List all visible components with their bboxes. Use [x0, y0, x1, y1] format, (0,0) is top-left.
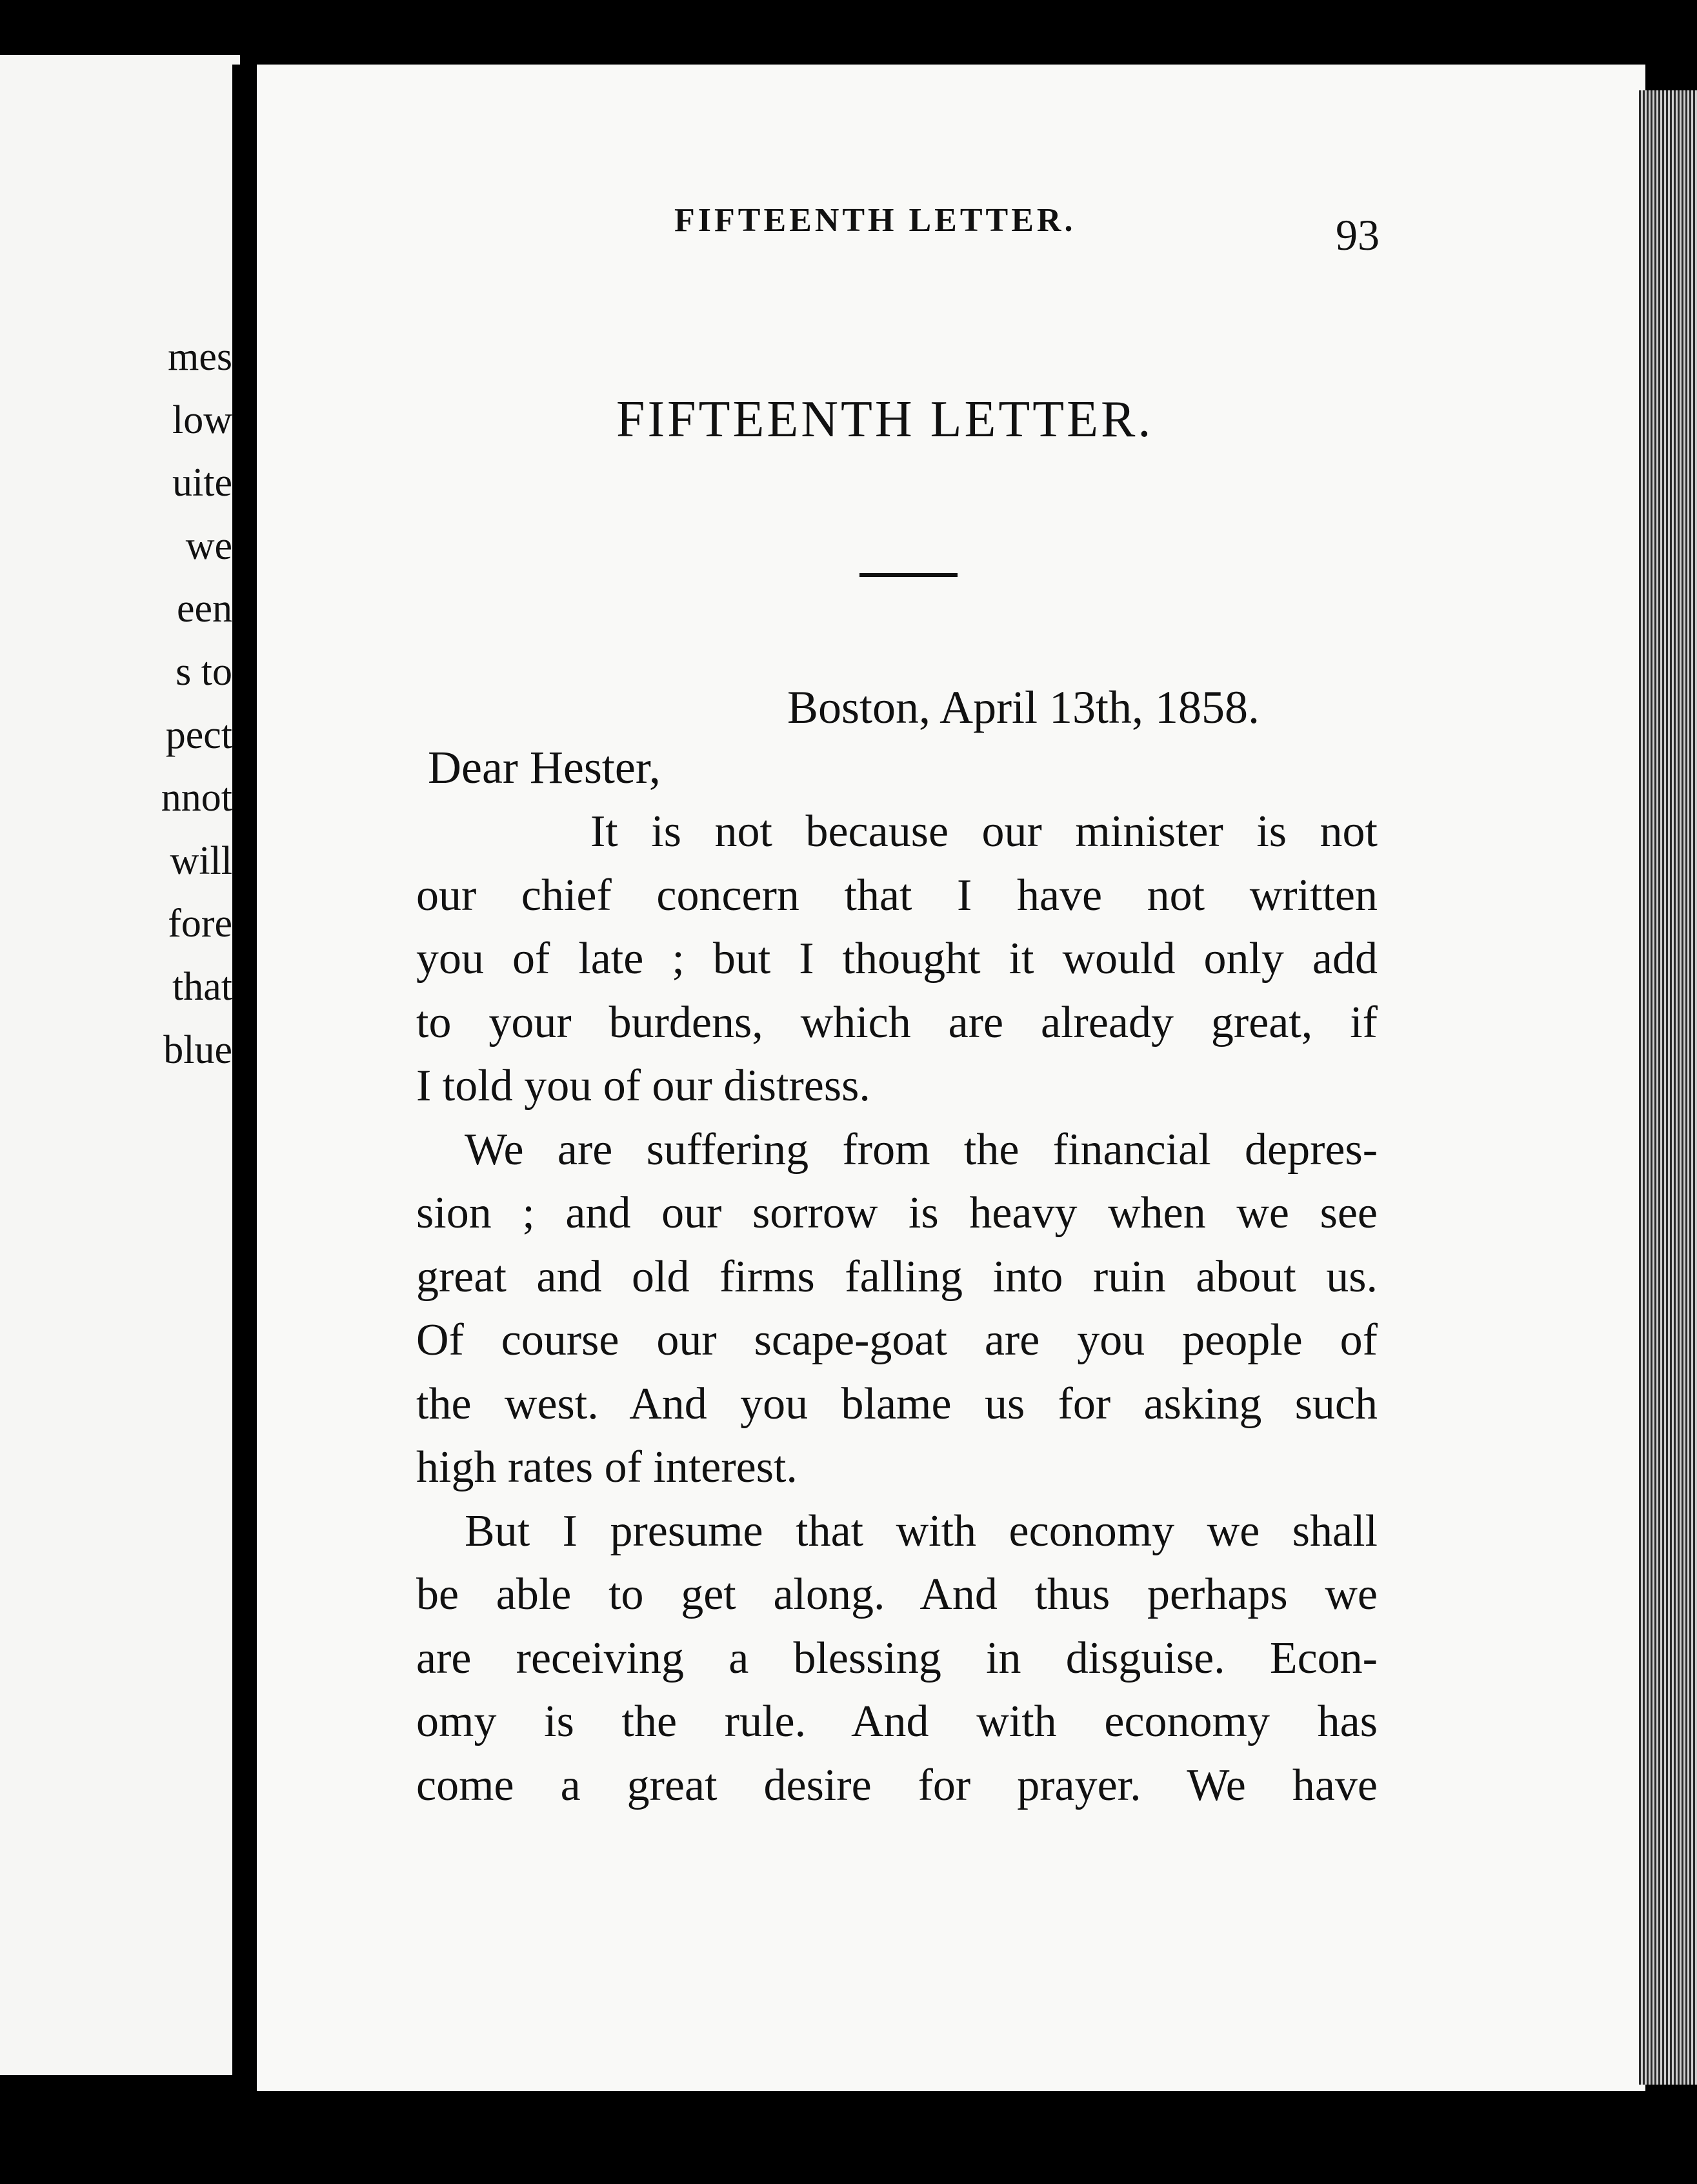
body-line: sion ; and our sorrow is heavy when we see [416, 1188, 1378, 1238]
body-line: high rates of interest. [416, 1442, 798, 1492]
body-line: our chief concern that I have not written [416, 870, 1378, 920]
facing-page-line: een [176, 587, 232, 631]
book-gutter [232, 65, 258, 2098]
facing-page-line: blue [163, 1027, 232, 1072]
body-line: But I presume that with economy we shall [465, 1506, 1378, 1556]
facing-page-text [0, 326, 240, 1082]
body-line: omy is the rule. And with economy has [416, 1697, 1378, 1746]
facing-page [0, 55, 240, 2075]
body-line: We are suffering from the financial depres- [465, 1124, 1378, 1175]
letter-salutation: Dear Hester, [428, 742, 661, 793]
body-line: come a great desire for prayer. We have [416, 1760, 1378, 1810]
body-line: be able to get along. And thus perhaps we [416, 1570, 1378, 1619]
body-line: I told you of our distress. [416, 1061, 870, 1111]
body-line: to your burdens, which are already great, if [416, 997, 1378, 1047]
chapter-title: FIFTEENTH LETTER. [616, 391, 1154, 448]
facing-page-line: uite [172, 461, 232, 505]
page-edges [1639, 90, 1697, 2085]
facing-page-line: fore [168, 902, 232, 946]
facing-page-line: will [170, 838, 232, 883]
facing-page-line: mes [168, 335, 232, 379]
body-line: great and old firms falling into ruin about us. [416, 1251, 1378, 1302]
page-number: 93 [1336, 210, 1380, 259]
body-line: It is not because our minister is not [590, 807, 1378, 856]
body-line: the west. And you blame us for asking such [416, 1379, 1378, 1429]
facing-page-line: pect [165, 713, 232, 757]
body-line: you of late ; but I thought it would only add [416, 934, 1378, 984]
title-rule [859, 573, 958, 577]
facing-page-line: nnot [161, 776, 232, 820]
facing-page-line: we [185, 523, 232, 568]
letter-body [416, 800, 1378, 1817]
facing-page-line: s to [176, 649, 232, 694]
letter-dateline: Boston, April 13th, 1858. [787, 682, 1260, 733]
body-line: are receiving a blessing in disguise. Econ- [416, 1633, 1378, 1683]
facing-page-line: that [172, 964, 232, 1009]
facing-page-line: low [172, 398, 232, 442]
body-line: Of course our scape-goat are you people of [416, 1315, 1378, 1365]
running-header: FIFTEENTH LETTER. [674, 202, 1076, 239]
